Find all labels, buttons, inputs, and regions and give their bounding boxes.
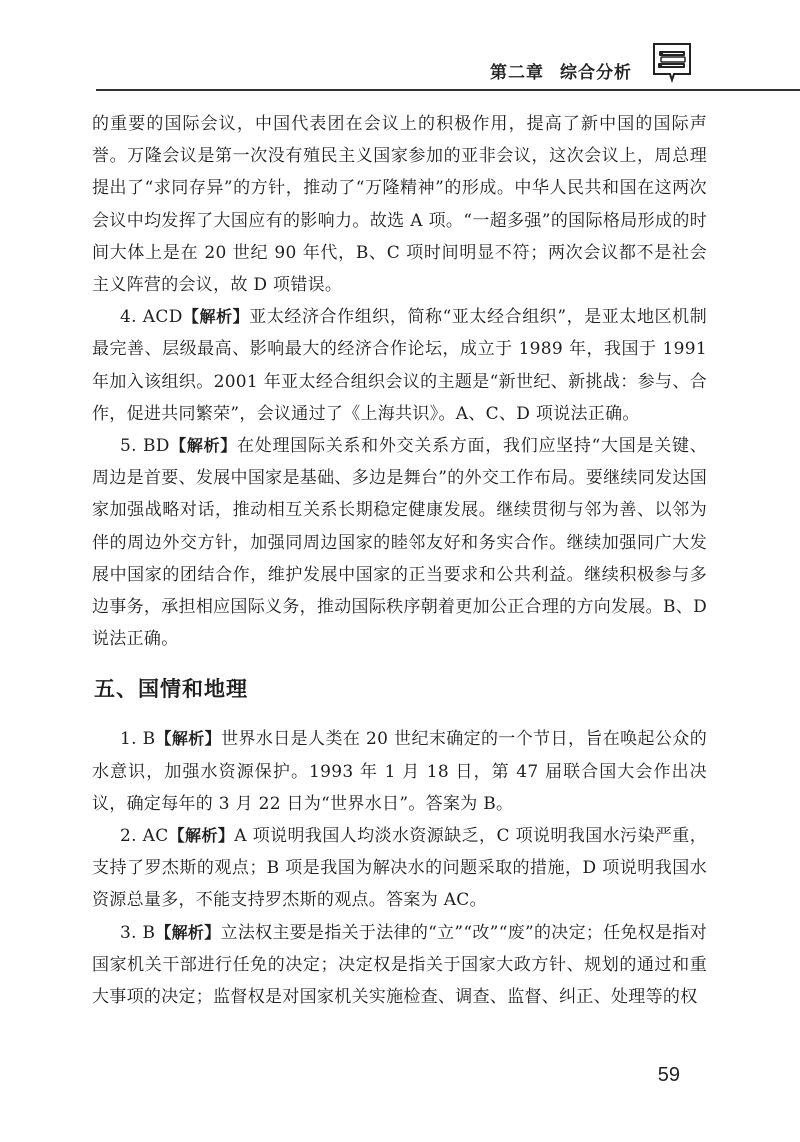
page-body [92, 108, 707, 1013]
paragraph-text: 亚太经济合作组织，简称“亚太经合组织”，是亚太地区机制最完善、层级最高、影响最大的经济合作论坛，成立于 1989 年，我国于 1991 年加入该组织。2001 年亚太经合组织会议的主题是“新世纪、新挑战：参与、合作，促进共同繁荣”，会议通过了《上海共识》。A、C、D 项说法正确。 [92, 307, 708, 424]
answer-paragraph [92, 301, 707, 430]
running-header [490, 58, 632, 83]
paragraph-text: 立法权主要是指关于法律的“立”“改”“废”的决定；任免权是指对国家机关干部进行任免的决定；决定权是指关于国家大政方针、规划的通过和重大事项的决定；监督权是对国家机关实施检查、调查、监督、纠正、处理等的权 [92, 922, 707, 1008]
header-rule [96, 89, 800, 91]
paragraph-text: 的重要的国际会议，中国代表团在会议上的积极作用，提高了新中国的国际声誉。万隆会议是第一次没有殖民主义国家参加的亚非会议，这次会议上，周总理提出了“求同存异”的方针，推动了“万隆精神”的形成。中华人民共和国在这两次会议中均发挥了大国应有的影响力。故选 A 项。“一超多强”的国际格局形成的时间大体上是在 20 世纪 90 年代，B、C 项时间明显不符；两次会议都不是社会主义阵营的会议，故 D 项错误。 [92, 114, 707, 296]
chapter-title: 综合分析 [560, 63, 632, 83]
question-number: 3. B [120, 922, 156, 943]
analysis-tag: 【解析】 [182, 307, 250, 327]
analysis-tag: 【解析】 [168, 826, 235, 846]
answer-paragraph [92, 108, 707, 301]
analysis-tag: 【解析】 [155, 922, 221, 942]
answer-paragraph [92, 430, 707, 655]
question-number: 4. ACD [120, 307, 183, 328]
paragraph-text: 世界水日是人类在 20 世纪末确定的一个节日，旨在唤起公众的水意识，加强水资源保护。1993 年 1 月 18 日，第 47 届联合国大会作出决议，确定每年的 3 月 22 日为“世界水日”。答案为 B。 [92, 729, 707, 814]
answer-paragraph [92, 820, 707, 917]
analysis-tag: 【解析】 [169, 436, 238, 456]
book-stack-icon [650, 40, 694, 84]
answer-paragraph [92, 723, 707, 820]
chapter-label: 第二章 [490, 63, 544, 83]
question-number: 2. AC [120, 826, 169, 847]
paragraph-text: A 项说明我国人均淡水资源缺乏，C 项说明我国水污染严重，支持了罗杰斯的观点；B 项是我国为解决水的问题采取的措施，D 项说明我国水资源总量多，不能支持罗杰斯的观点。答案为 AC。 [92, 826, 707, 911]
analysis-tag: 【解析】 [155, 729, 222, 749]
page-header [0, 0, 800, 92]
answer-paragraph [92, 917, 707, 1014]
question-number: 5. BD [120, 436, 170, 457]
question-number: 1. B [120, 729, 156, 750]
section-heading: 五、国情和地理 [94, 677, 248, 702]
page-number: 59 [657, 1064, 680, 1086]
paragraph-text: 在处理国际关系和外交关系方面，我们应坚持“大国是关键、周边是首要、发展中国家是基础、多边是舞台”的外交工作布局。要继续同发达国家加强战略对话，推动相互关系长期稳定健康发展。继续贯彻与邻为善、以邻为伴的周边外交方针，加强同周边国家的睦邻友好和务实合作。继续加强同广大发展中国家的团结合作，维护发展中国家的正当要求和公共利益。继续积极参与多边事务，承担相应国际义务，推动国际秩序朝着更加公正合理的方向发展。B、D 说法正确。 [92, 436, 708, 650]
